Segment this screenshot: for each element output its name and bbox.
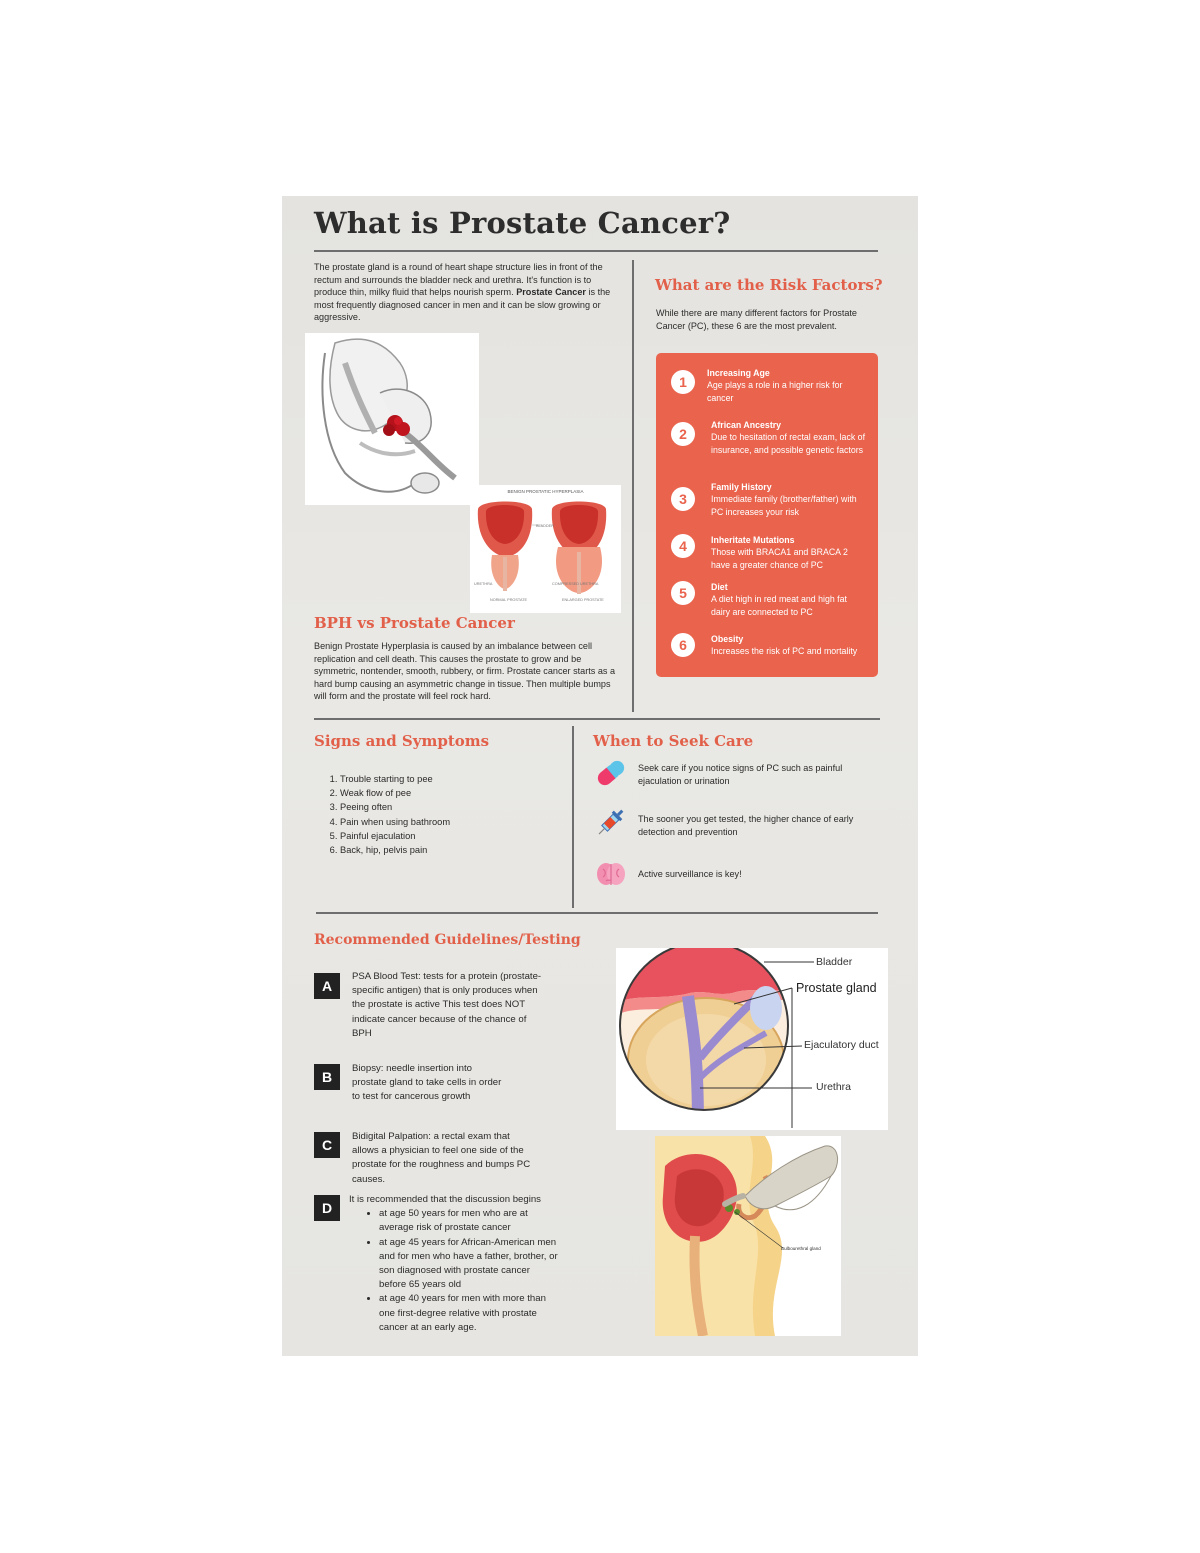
- risk-item-desc: Immediate family (brother/father) with PC increases your risk: [711, 494, 857, 517]
- guideline-letter-d: D: [314, 1195, 340, 1221]
- guideline-d-bullet: • at age 40 years for men with more than one first-degree relative with prostate cancer at an early age.: [379, 1292, 554, 1335]
- bph-label-bladder: BLADDER: [536, 524, 554, 528]
- guidelines-title: Recommended Guidelines/Testing: [314, 932, 581, 948]
- risk-number: 3: [671, 487, 695, 511]
- risk-item-desc: Those with BRACA1 and BRACA 2 have a greater chance of PC: [711, 547, 848, 570]
- symptoms-list: [326, 772, 450, 857]
- intro-text-2: is the most frequently diagnosed cancer in men and it can be slow growing or aggressive.: [314, 287, 611, 323]
- risk-number: 4: [671, 534, 695, 558]
- risk-item-title: Obesity: [711, 634, 744, 644]
- risk-number: 2: [671, 422, 695, 446]
- page-title: What is Prostate Cancer?: [314, 206, 731, 240]
- guideline-text-b: Biopsy: needle insertion into prostate gland to take cells in order to test for cancerous growth: [352, 1063, 502, 1103]
- risk-number: 5: [671, 581, 695, 605]
- prostate-gland-diagram: [616, 948, 888, 1130]
- guideline-letter-a: A: [314, 973, 340, 999]
- risk-item-desc: Increases the risk of PC and mortality: [711, 646, 858, 657]
- syringe-icon: [594, 805, 628, 839]
- risk-item-text: [711, 633, 861, 658]
- intro-bold: Prostate Cancer: [516, 287, 586, 298]
- pill-capsule-icon: [594, 756, 628, 790]
- infographic-poster: [282, 196, 918, 1356]
- bottom-divider: [316, 912, 878, 914]
- risk-item-title: Inheritate Mutations: [711, 535, 795, 545]
- bph-label-normal: NORMAL PROSTATE: [490, 598, 528, 602]
- bph-label-enlarged: ENLARGED PROSTATE: [562, 598, 604, 602]
- guideline-text-d: [349, 1193, 579, 1335]
- signs-title: Signs and Symptoms: [314, 732, 490, 750]
- risk-item-desc: Age plays a role in a higher risk for cancer: [707, 380, 843, 403]
- symptom-item: 2. Weak flow of pee: [340, 786, 450, 800]
- guideline-d-bullets: [349, 1207, 579, 1335]
- symptom-item: 6. Back, hip, pelvis pain: [340, 843, 450, 857]
- risk-item-text: [711, 581, 867, 618]
- guideline-d-bullet: • at age 45 years for African-American men and for men who have a father, brother, or son diagnosed with prostate cancer before 65 years old: [379, 1236, 559, 1293]
- guideline-d-intro: It is recommended that the discussion begins: [349, 1194, 541, 1205]
- symptom-item: 1. Trouble starting to pee: [340, 772, 450, 786]
- risk-item-text: [711, 481, 871, 518]
- risk-item-title: Increasing Age: [707, 368, 770, 378]
- bph-title: BPH vs Prostate Cancer: [314, 614, 515, 632]
- guideline-d-bullet: • at age 50 years for men who are at average risk of prostate cancer: [379, 1207, 554, 1235]
- bph-image-heading: BENIGN PROSTATIC HYPERPLASIA: [507, 489, 584, 494]
- intro-text: The prostate gland is a round of heart shape structure lies in front of the rectum and surrounds the bladder neck and urethra. It's function is to produce thin, milky fluid that helps nourish sperm.: [314, 262, 603, 298]
- guideline-text-c: Bidigital Palpation: a rectal exam that allows a physician to feel one side of the prostate for the roughness and bumps PC causes.: [352, 1131, 531, 1185]
- care-text: The sooner you get tested, the higher chance of early detection and prevention: [638, 814, 854, 837]
- symptom-item: 5. Painful ejaculation: [340, 829, 450, 843]
- bph-label-compressed: COMPRESSED URETHRA: [552, 582, 599, 586]
- risk-item-text: [711, 534, 867, 571]
- risk-item-title: Family History: [711, 482, 772, 492]
- risk-intro: While there are many different factors for Prostate Cancer (PC), these 6 are the most prevalent.: [656, 308, 857, 331]
- top-column-divider: [632, 260, 634, 712]
- care-title: When to Seek Care: [593, 732, 754, 750]
- label-ejaculatory-duct: Ejaculatory duct: [804, 1039, 879, 1051]
- pelvic-anatomy-image: [305, 333, 479, 505]
- title-divider: [314, 250, 878, 252]
- care-text: Active surveillance is key!: [638, 869, 742, 879]
- bph-label-urethra: URETHRA: [474, 582, 493, 586]
- label-bladder: Bladder: [816, 956, 853, 968]
- risk-title: What are the Risk Factors?: [655, 276, 883, 294]
- risk-number: 6: [671, 633, 695, 657]
- risk-number: 1: [671, 370, 695, 394]
- label-bulbourethral: Bulbourethral gland: [781, 1246, 821, 1251]
- label-prostate-gland: Prostate gland: [796, 981, 877, 995]
- middle-column-divider: [572, 726, 574, 908]
- bph-comparison-image: [470, 485, 621, 613]
- risk-item-text: [707, 367, 867, 404]
- risk-item-desc: A diet high in red meat and high fat dairy are connected to PC: [711, 594, 847, 617]
- guideline-letter-c: C: [314, 1132, 340, 1158]
- brain-icon: [594, 857, 628, 891]
- risk-item-text: [711, 419, 869, 456]
- guideline-letter-b: B: [314, 1064, 340, 1090]
- symptom-item: 4. Pain when using bathroom: [340, 815, 450, 829]
- risk-factors-box: [656, 353, 878, 677]
- care-text: Seek care if you notice signs of PC such as painful ejaculation or urination: [638, 763, 843, 786]
- risk-item-title: Diet: [711, 582, 728, 592]
- risk-item-title: African Ancestry: [711, 420, 782, 430]
- label-urethra: Urethra: [816, 1081, 852, 1093]
- digital-rectal-exam-image: [655, 1136, 841, 1336]
- risk-item-desc: Due to hesitation of rectal exam, lack of insurance, and possible genetic factors: [711, 432, 866, 455]
- symptom-item: 3. Peeing often: [340, 800, 450, 814]
- intro-paragraph: [314, 261, 620, 324]
- guideline-text-a: PSA Blood Test: tests for a protein (prostate-specific antigen) that is only produces when the prostate is active This test does NOT indicate cancer because of the chance of BPH: [352, 971, 542, 1039]
- bph-text: Benign Prostate Hyperplasia is caused by an imbalance between cell replication and cell death. This causes the prostate to grow and be symmetric, nontender, smooth, rubbery, or firm. Prostate cancer starts as a hard bump causing an asymmetric change in tissue. Then multiple bumps will form and the prostate will feel rock hard.: [314, 641, 616, 702]
- middle-divider: [314, 718, 880, 720]
